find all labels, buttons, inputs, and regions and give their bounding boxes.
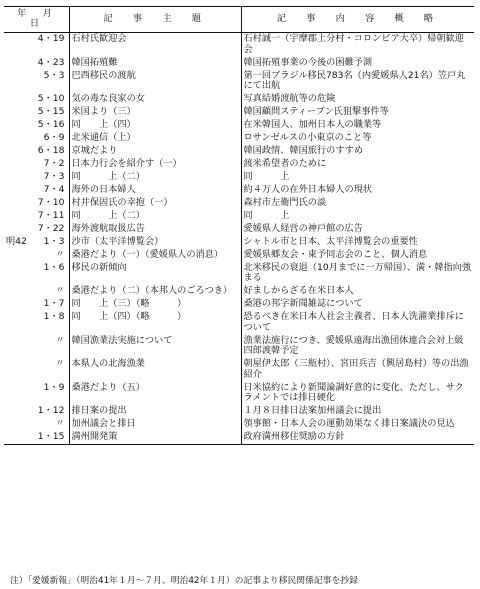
table-row <box>4 418 474 431</box>
title-cell: 京城だより <box>69 145 241 158</box>
table-row <box>4 381 474 404</box>
title-cell: 北米通信（上） <box>69 132 241 145</box>
table-row <box>4 184 474 197</box>
summary-cell: 森村市左衛門氏の談 <box>243 196 327 208</box>
summary-cell: 桑港の邦字新聞雑誌について <box>243 298 363 310</box>
summary-cell: 第一回ブラジル移民783名（内愛媛県人21名）笠戸丸にて出航 <box>243 69 466 91</box>
summary-cell: 愛媛県郷友会・東予同志会のこと、個人消息 <box>243 248 428 260</box>
date-value: 4・19 <box>37 33 65 45</box>
date-cell <box>4 249 69 262</box>
table-row <box>4 311 474 334</box>
table-row <box>4 298 474 311</box>
table-row <box>4 262 474 285</box>
summary-cell: 約４万人の在外日本婦人の現状 <box>243 183 373 195</box>
table-row <box>4 119 474 132</box>
date-value: 1・15 <box>37 430 65 442</box>
summary-cell: 恐るべき在米日本人社会主義者、日本人洗濯業排斥について <box>243 311 464 333</box>
table-row <box>4 405 474 418</box>
title-cell: 米国より（三） <box>69 106 241 119</box>
summary-cell: 漁業法施行につき、愛媛県遠海出漁団体連合会対上級四郎渡韓予定 <box>243 334 464 357</box>
table-row <box>4 334 474 357</box>
date-value: 7・2 <box>43 157 65 169</box>
table-row <box>4 158 474 171</box>
summary-cell: 領事館・日本人会の運動効果なく排日案議決の見込 <box>243 417 455 429</box>
title-cell: 沙市（太平洋博覧会） <box>69 236 241 249</box>
summary-cell: ロサンゼルスの小東京のこと等 <box>243 131 372 143</box>
date-cell <box>4 311 69 334</box>
date-value: 4・23 <box>37 56 65 68</box>
title-cell: 日本力行会を紹介す（一） <box>69 158 241 171</box>
title-cell: 同 上（四）（略 ） <box>69 311 241 334</box>
date-cell <box>4 381 69 404</box>
table-row <box>4 171 474 184</box>
table-row <box>4 145 474 158</box>
date-cell <box>4 145 69 158</box>
summary-cell: シャトル市と日本、太平洋博覧会の重要性 <box>243 235 418 247</box>
table-row <box>4 431 474 445</box>
summary-cell: 韓国政情、韓国旅行のすすめ <box>243 144 364 156</box>
title-cell: 満州開発策 <box>69 431 241 445</box>
table-row <box>4 236 474 249</box>
date-value: 〃 <box>55 417 65 429</box>
title-cell: 桑港だより（五） <box>69 381 241 404</box>
table-row <box>4 32 474 56</box>
date-value: 〃 <box>55 285 65 297</box>
date-cell <box>4 56 69 69</box>
date-cell <box>4 418 69 431</box>
header-summary: 記 事 内 容 概 略 <box>241 7 474 33</box>
date-cell <box>4 223 69 236</box>
summary-cell: 政府満州移住奨励の方針 <box>241 431 474 445</box>
date-cell <box>4 171 69 184</box>
summary-cell: 同 上 <box>243 209 290 221</box>
title-cell: 桑港だより（一）（愛媛県人の消息） <box>69 249 241 262</box>
era-label: 明42 <box>6 235 27 247</box>
date-value: 1・6 <box>43 261 65 273</box>
table-header <box>4 7 474 33</box>
footnote: 注）「愛媛新報」（明治41年１月〜７月、明治42年１月）の記事より移民関係記事を抄録 <box>10 576 358 586</box>
header-date: 年 月 日 <box>4 7 69 33</box>
date-cell <box>4 197 69 210</box>
summary-cell: 愛媛県人経営の神戸館の広告 <box>243 222 363 234</box>
table-row <box>4 106 474 119</box>
date-value: 〃 <box>55 334 65 346</box>
title-cell: 韓国拓殖難 <box>69 56 241 69</box>
date-cell <box>4 405 69 418</box>
date-value: 5・16 <box>37 118 65 130</box>
date-value: 1・12 <box>37 404 65 416</box>
date-value: 1・7 <box>43 298 65 310</box>
summary-cell: 北米移民の衰退（10月までに一万帰国）、満・韓指向強まる <box>243 261 472 284</box>
date-value: 7・4 <box>43 183 65 195</box>
date-cell <box>4 298 69 311</box>
table-row <box>4 358 474 381</box>
table-row <box>4 223 474 236</box>
date-cell <box>4 158 69 171</box>
table-row <box>4 56 474 69</box>
date-cell <box>4 184 69 197</box>
table-row <box>4 249 474 262</box>
date-value: 7・3 <box>43 170 65 182</box>
summary-cell: 同 上 <box>243 170 290 182</box>
header-row <box>4 7 474 33</box>
date-cell <box>4 106 69 119</box>
title-cell: 石村氏歓迎会 <box>69 32 241 56</box>
table-body <box>4 32 474 444</box>
header-title: 記 事 主 題 <box>69 7 241 33</box>
date-cell <box>4 93 69 106</box>
title-cell: 本県人の北海漁業 <box>69 358 241 381</box>
title-cell: 同 上（三）（略 ） <box>69 298 241 311</box>
date-value: 6・18 <box>37 144 65 156</box>
table-row <box>4 285 474 298</box>
date-value: 1・8 <box>43 311 65 323</box>
table-row <box>4 210 474 223</box>
summary-cell: 渡米希望者のために <box>243 157 327 169</box>
date-value: 〃 <box>55 358 65 370</box>
table-row <box>4 93 474 106</box>
date-value: 〃 <box>55 248 65 260</box>
title-cell: 同 上（二） <box>69 210 241 223</box>
table-row <box>4 197 474 210</box>
date-value: 1・3 <box>43 235 65 247</box>
date-cell <box>4 210 69 223</box>
date-value: 5・10 <box>37 92 65 104</box>
summary-cell: 写真結婚渡航等の危険 <box>243 92 336 104</box>
date-cell <box>4 119 69 132</box>
summary-cell: 韓国拓殖事業の今後の困難予測 <box>243 56 373 68</box>
summary-cell: 好ましからざる在米日本人 <box>243 285 354 297</box>
date-value: 7・22 <box>37 222 65 234</box>
date-cell <box>4 431 69 445</box>
date-cell <box>4 69 69 92</box>
summary-cell: 石村誠一（宇摩郡上分村・コロンビア大卒）帰朝歓迎会 <box>243 33 464 55</box>
date-value: 1・9 <box>43 381 65 393</box>
title-cell: 桑港だより（二）（本邦人のごろつき） <box>69 285 241 298</box>
title-cell: 海外の日本婦人 <box>69 184 241 197</box>
title-cell: 加州議会と排日 <box>69 418 241 431</box>
date-cell <box>4 262 69 285</box>
title-cell: 同 上（二） <box>69 171 241 184</box>
date-value: 7・11 <box>37 209 65 221</box>
summary-cell: 日米協約により新聞論調好意的に変化、ただし、サクラメントでは排日硬化 <box>243 381 464 403</box>
title-cell: 同 上（四） <box>69 119 241 132</box>
title-cell: 気の毒な良家の女 <box>69 93 241 106</box>
date-cell <box>4 132 69 145</box>
table-row <box>4 69 474 92</box>
summary-cell: １月８日排日法案加州議会に提出 <box>243 404 382 416</box>
date-cell <box>4 32 69 56</box>
date-value: 5・15 <box>37 105 65 117</box>
table-row <box>4 132 474 145</box>
date-cell <box>4 358 69 381</box>
title-cell: 移民の新傾向 <box>69 262 241 285</box>
date-value: 6・9 <box>43 131 65 143</box>
date-cell <box>4 334 69 357</box>
title-cell: 海外渡航取扱広告 <box>69 223 241 236</box>
summary-cell: 韓国顧問スティーブン氏狙撃事件等 <box>243 105 389 117</box>
date-cell <box>4 285 69 298</box>
summary-cell: 朝屋伊太郎（三瓶村）、宮田兵吉（興居島村）等の出漁紹介 <box>243 358 469 380</box>
title-cell: 排日案の提出 <box>69 405 241 418</box>
date-value: 5・3 <box>43 69 65 81</box>
date-cell <box>4 236 69 249</box>
title-cell: 村井保固氏の幸抱（一） <box>69 197 241 210</box>
date-value: 7・10 <box>37 196 65 208</box>
title-cell: 韓国漁業法実施について <box>69 334 241 357</box>
article-table <box>4 6 474 445</box>
summary-cell: 在米韓国人、加州日本人の職業等 <box>243 118 382 130</box>
document-table-container <box>4 6 474 445</box>
title-cell: 巴西移民の渡航 <box>69 69 241 92</box>
